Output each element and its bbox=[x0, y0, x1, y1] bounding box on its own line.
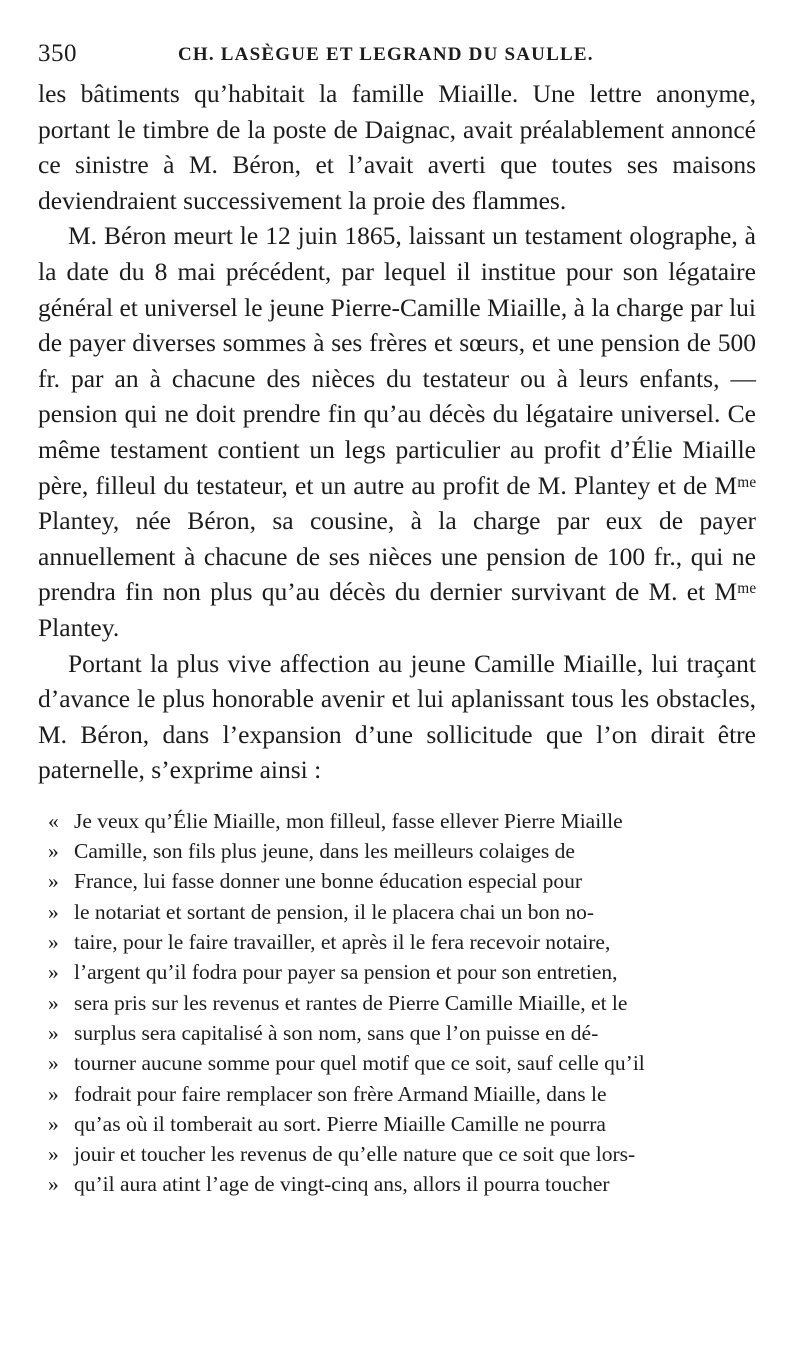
paragraph-testament: M. Béron meurt le 12 juin 1865, laissant un testament olographe, à la date du 8 mai précédent, par lequel il institue pour son légataire général et universel le jeune Pierre-Camille Miaille, à la charge par lui de payer diverses sommes à ses frères et sœurs, et une pension de 500 fr. par an à chacune des nièces du testateur ou à leurs enfants, — pension qui ne doit prendre fin qu’au décès du légataire universel. Ce même testament contient un legs particulier au profit d’Élie Miaille père, filleul du testateur, et un autre au profit de M. Plantey et de Mᵐᵉ Plantey, née Béron, sa cousine, à la charge par eux de payer annuellement à chacune de ses nièces une pension de 100 fr., qui ne prendra fin non plus qu’au décès du dernier survivant de M. et Mᵐᵉ Plantey. bbox=[38, 221, 756, 642]
quote-text: sera pris sur les revenus et rantes de Pierre Camille Miaille, et le bbox=[74, 990, 628, 1015]
quote-text: qu’as où il tomberait au sort. Pierre Miaille Camille ne pourra bbox=[74, 1111, 606, 1136]
page-number: 350 bbox=[38, 40, 77, 67]
quote-line bbox=[48, 897, 756, 927]
quote-line bbox=[48, 957, 756, 987]
paragraph-affection: Portant la plus vive affection au jeune Camille Miaille, lui traçant d’avance le plus honorable avenir et lui aplanissant tous les obstacles, M. Béron, dans l’expansion d’une sollicitude que l’on dirait être paternelle, s’exprime ainsi : bbox=[38, 648, 756, 785]
quote-text: Camille, son fils plus jeune, dans les meilleurs colaiges de bbox=[74, 839, 575, 864]
quote-text: France, lui fasse donner une bonne éducation especial pour bbox=[74, 869, 583, 894]
running-head bbox=[38, 38, 756, 72]
quote-mark: « bbox=[48, 808, 59, 833]
quote-line bbox=[48, 806, 756, 836]
quote-mark: » bbox=[48, 990, 59, 1015]
quote-text: qu’il aura atint l’age de vingt-cinq ans, allors il pourra toucher bbox=[74, 1172, 610, 1197]
quote-text: Je veux qu’Élie Miaille, mon filleul, fasse ellever Pierre Miaille bbox=[74, 808, 623, 833]
quote-text: tourner aucune somme pour quel motif que ce soit, sauf celle qu’il bbox=[74, 1051, 645, 1076]
quote-line bbox=[48, 866, 756, 896]
testament-quote bbox=[38, 806, 756, 1200]
quote-mark: » bbox=[48, 1051, 59, 1076]
quote-line bbox=[48, 1018, 756, 1048]
quote-line bbox=[48, 1169, 756, 1199]
quote-text: jouir et toucher les revenus de qu’elle nature que ce soit que lors- bbox=[74, 1142, 636, 1167]
quote-line bbox=[48, 836, 756, 866]
quote-mark: » bbox=[48, 899, 59, 924]
quote-text: le notariat et sortant de pension, il le placera chai un bon no- bbox=[74, 899, 594, 924]
running-title: CH. LASÈGUE ET LEGRAND DU SAULLE. bbox=[178, 44, 594, 65]
quote-line bbox=[48, 1139, 756, 1169]
quote-line bbox=[48, 1048, 756, 1078]
quote-mark: » bbox=[48, 1172, 59, 1197]
quote-text: taire, pour le faire travailler, et après il le fera recevoir notaire, bbox=[74, 930, 611, 955]
quote-mark: » bbox=[48, 1081, 59, 1106]
quote-mark: » bbox=[48, 1111, 59, 1136]
quote-text: surplus sera capitalisé à son nom, sans que l’on puisse en dé- bbox=[74, 1020, 599, 1045]
quote-text: l’argent qu’il fodra pour payer sa pension et pour son entretien, bbox=[74, 960, 618, 985]
quote-mark: » bbox=[48, 869, 59, 894]
quote-mark: » bbox=[48, 1142, 59, 1167]
quote-text: fodrait pour faire remplacer son frère Armand Miaille, dans le bbox=[74, 1081, 607, 1106]
quote-mark: » bbox=[48, 930, 59, 955]
quote-line bbox=[48, 927, 756, 957]
body-text bbox=[38, 76, 756, 788]
quote-mark: » bbox=[48, 839, 59, 864]
quote-mark: » bbox=[48, 960, 59, 985]
quote-line bbox=[48, 1109, 756, 1139]
quote-line bbox=[48, 988, 756, 1018]
quote-mark: » bbox=[48, 1020, 59, 1045]
paragraph-continuation: les bâtiments qu’habitait la famille Miaille. Une lettre anonyme, portant le timbre de la poste de Daignac, avait préalablement annoncé ce sinistre à M. Béron, et l’avait averti que toutes ses maisons deviendraient successivement la proie des flammes. bbox=[38, 79, 756, 215]
quote-line bbox=[48, 1079, 756, 1109]
